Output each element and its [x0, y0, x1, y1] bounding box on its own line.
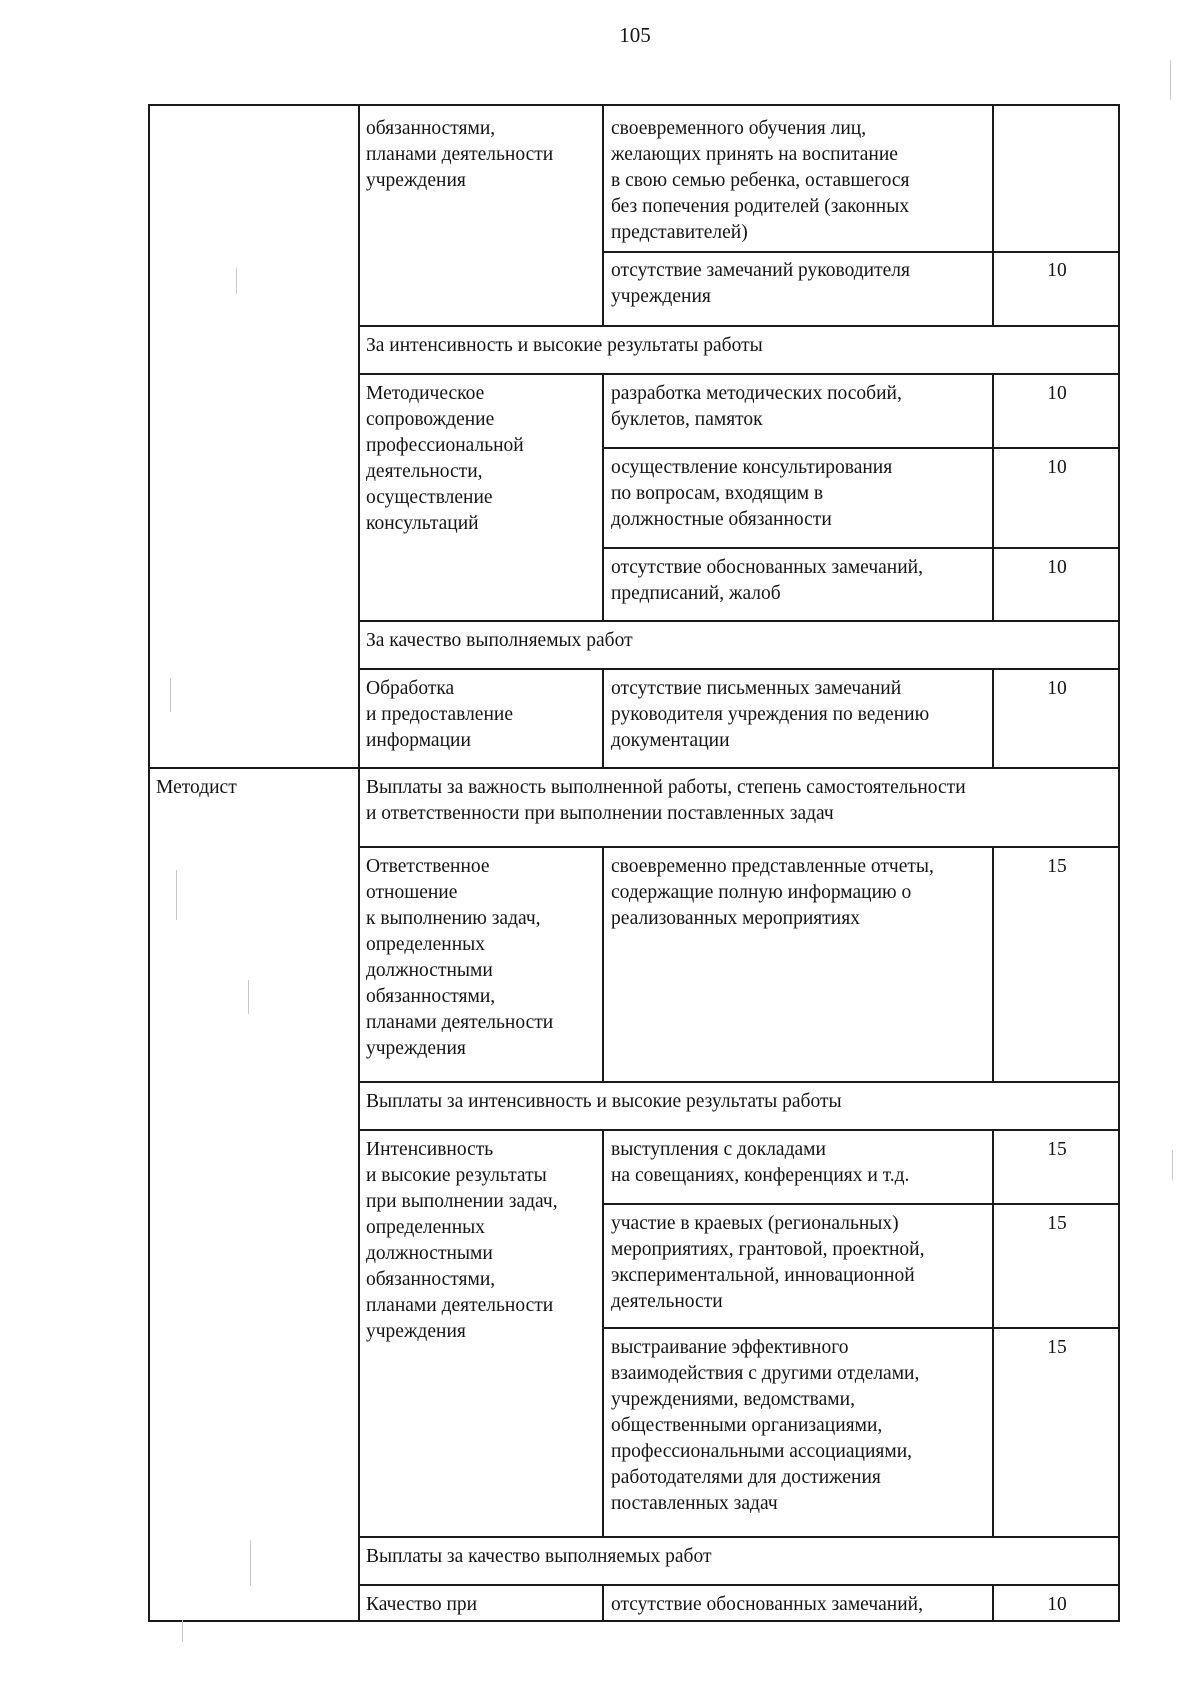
- grid-line: [602, 1129, 604, 1536]
- scan-speck: [248, 980, 249, 1014]
- points-cell: 10: [1047, 1594, 1067, 1615]
- scan-speck: [1170, 60, 1171, 100]
- scan-speck: [182, 1620, 183, 1642]
- indicator-cell: осуществление консультирования по вопросам, входящим в должностные обязанности: [611, 457, 893, 530]
- criterion-cell: Обработка и предоставление информации: [366, 678, 513, 751]
- grid-line: [358, 1584, 1120, 1586]
- points-cell: 10: [1047, 678, 1067, 699]
- grid-line: [358, 106, 360, 1622]
- indicator-cell: своевременного обучения лиц, желающих принять на воспитание в свою семью ребенка, оставшегося без попечения родителей (законных представителей): [611, 118, 910, 243]
- criterion-cell: Качество при: [366, 1594, 478, 1615]
- grid-line: [358, 373, 1120, 375]
- indicator-cell: своевременно представленные отчеты, содержащие полную информацию о реализованных мероприятиях: [611, 856, 934, 929]
- criteria-table: [148, 104, 1120, 1622]
- indicator-cell: отсутствие обоснованных замечаний,: [611, 1594, 923, 1615]
- indicator-cell: выступления с докладами на совещаниях, конференциях и т.д.: [611, 1139, 910, 1186]
- points-cell: 10: [1047, 457, 1067, 478]
- grid-line: [992, 373, 994, 620]
- scan-speck: [236, 268, 237, 294]
- grid-line: [602, 1584, 604, 1622]
- grid-line: [602, 668, 604, 767]
- criterion-cell: Ответственное отношение к выполнению задач, определенных должностными обязанностями, планами деятельности учреждения: [366, 856, 554, 1059]
- section-heading: Выплаты за качество выполняемых работ: [366, 1546, 712, 1567]
- section-heading: За интенсивность и высокие результаты работы: [366, 335, 763, 356]
- scan-speck: [170, 678, 171, 712]
- page-number: 105: [619, 23, 651, 47]
- grid-line: [602, 251, 1120, 253]
- grid-line: [150, 767, 1120, 769]
- position-cell: Методист: [156, 777, 237, 798]
- indicator-cell: отсутствие замечаний руководителя учреждения: [611, 260, 910, 307]
- grid-line: [358, 668, 1120, 670]
- section-heading: Выплаты за интенсивность и высокие результаты работы: [366, 1091, 842, 1112]
- grid-line: [602, 447, 1120, 449]
- indicator-cell: выстраивание эффективного взаимодействия с другими отделами, учреждениями, ведомствами, общественными организациями, профессиональными ассоциациями, работодателями для достижения поставленных задач: [611, 1337, 920, 1514]
- grid-line: [358, 1081, 1120, 1083]
- points-cell: 10: [1047, 557, 1067, 578]
- points-cell: 15: [1047, 1213, 1067, 1234]
- grid-line: [602, 547, 1120, 549]
- points-cell: 10: [1047, 383, 1067, 404]
- indicator-cell: участие в краевых (региональных) мероприятиях, грантовой, проектной, экспериментальной, инновационной деятельности: [611, 1213, 925, 1312]
- grid-line: [602, 1203, 1120, 1205]
- points-cell: 10: [1047, 260, 1067, 281]
- grid-line: [992, 846, 994, 1081]
- grid-line: [992, 106, 994, 325]
- grid-line: [358, 1536, 1120, 1538]
- criterion-cell: обязанностями, планами деятельности учреждения: [366, 118, 554, 191]
- grid-line: [602, 1327, 1120, 1329]
- section-heading: За качество выполняемых работ: [366, 630, 633, 651]
- criterion-cell: Интенсивность и высокие результаты при выполнении задач, определенных должностными обязанностями, планами деятельности учреждения: [366, 1139, 558, 1342]
- grid-line: [602, 846, 604, 1081]
- indicator-cell: разработка методических пособий, буклетов, памяток: [611, 383, 902, 430]
- grid-line: [358, 846, 1120, 848]
- section-heading: Выплаты за важность выполненной работы, степень самостоятельности и ответственности при выполнении поставленных задач: [366, 777, 966, 824]
- scan-speck: [1172, 1150, 1173, 1180]
- grid-line: [992, 1129, 994, 1536]
- grid-line: [358, 1129, 1120, 1131]
- grid-line: [602, 106, 604, 325]
- scan-speck: [176, 870, 177, 920]
- points-cell: 15: [1047, 856, 1067, 877]
- indicator-cell: отсутствие письменных замечаний руководителя учреждения по ведению документации: [611, 678, 930, 751]
- scan-speck: [250, 1540, 251, 1586]
- indicator-cell: отсутствие обоснованных замечаний, предписаний, жалоб: [611, 557, 923, 604]
- points-cell: 15: [1047, 1337, 1067, 1358]
- grid-line: [358, 325, 1120, 327]
- grid-line: [602, 373, 604, 620]
- points-cell: 15: [1047, 1139, 1067, 1160]
- criterion-cell: Методическое сопровождение профессиональной деятельности, осуществление консультаций: [366, 383, 524, 534]
- grid-line: [358, 620, 1120, 622]
